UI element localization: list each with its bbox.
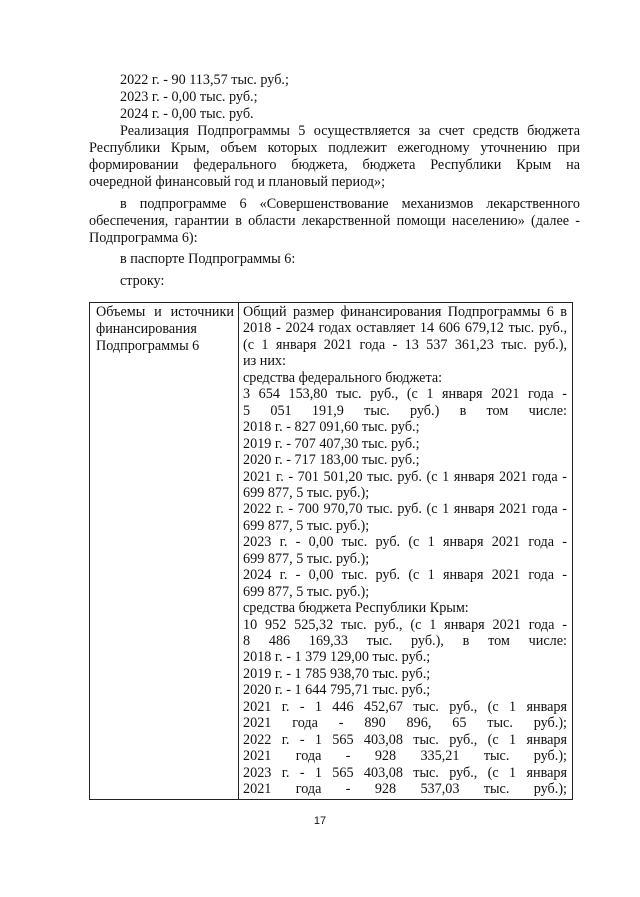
- para2-line-1: в подпрограмме 6 «Совершенствование механизмов лекарственного: [120, 196, 580, 212]
- table-right-line: Общий размер финансирования Подпрограммы 6 в: [243, 304, 567, 320]
- table-right-line: 5 051 191,9 тыс. руб.) в том числе:: [243, 402, 567, 419]
- table-right-line: 699 877, 5 тыс. руб.);: [243, 484, 370, 501]
- para1-line-2: Республики Крым, объем которых подлежит ежегодному уточнению при: [89, 140, 580, 156]
- table-right-line: 2022 г. - 700 970,70 тыс. руб. (с 1 января 2021 года -: [243, 501, 567, 518]
- table-right-line: 8 486 169,33 тыс. руб.), в том числе:: [243, 633, 567, 649]
- table-right-line: 2022 г. - 1 565 403,08 тыс. руб., (с 1 января: [243, 731, 567, 748]
- row-label: строку:: [120, 273, 165, 289]
- passport-heading: в паспорте Подпрограммы 6:: [120, 251, 296, 267]
- table-right-line: 2018 - 2024 годах оставляет 14 606 679,12 тыс. руб.,: [243, 320, 567, 337]
- intro-line-2024: 2024 г. - 0,00 тыс. руб.: [120, 106, 254, 122]
- table-column-divider: [238, 302, 239, 800]
- table-right-line: 2019 г. - 1 785 938,70 тыс. руб.;: [243, 665, 431, 682]
- table-right-line: 2021 года - 890 896, 65 тыс. руб.);: [243, 715, 567, 732]
- page-number: 17: [313, 815, 327, 827]
- table-right-line: 699 877, 5 тыс. руб.);: [243, 550, 370, 567]
- table-left-cell: [96, 304, 234, 355]
- table-right-line: 2020 г. - 717 183,00 тыс. руб.;: [243, 452, 420, 469]
- para1-line-4: очередной финансовый год и плановый период»;: [89, 174, 386, 190]
- table-right-line: 2018 г. - 827 091,60 тыс. руб.;: [243, 419, 420, 436]
- left-cell-line: финансирования: [96, 321, 197, 337]
- para2-line-3: Подпрограмма 6):: [89, 230, 198, 246]
- table-right-line: 2020 г. - 1 644 795,71 тыс. руб.;: [243, 682, 431, 699]
- left-cell-line: Объемы и источники: [96, 304, 234, 320]
- table-right-line: 2021 года - 928 537,03 тыс. руб.);: [243, 781, 567, 798]
- para2-line-2: обеспечения, гарантии в области лекарственной помощи населению» (далее -: [89, 213, 580, 229]
- table-right-line: 699 877, 5 тыс. руб.);: [243, 517, 370, 534]
- table-right-line: средства федерального бюджета:: [243, 369, 443, 386]
- table-right-line: 10 952 525,32 тыс. руб., (с 1 января 2021 года -: [243, 616, 567, 633]
- para1-line-3: формировании федерального бюджета, бюджета Республики Крым на: [89, 157, 580, 173]
- table-right-line: 2024 г. - 0,00 тыс. руб. (с 1 января 2021 года -: [243, 567, 567, 584]
- table-right-line: средства бюджета Республики Крым:: [243, 600, 469, 617]
- table-right-line: из них:: [243, 353, 286, 370]
- table-right-line: 2018 г. - 1 379 129,00 тыс. руб.;: [243, 649, 431, 666]
- para1-line-1: Реализация Подпрограммы 5 осуществляется за счет средств бюджета: [120, 123, 580, 139]
- table-right-line: 2019 г. - 707 407,30 тыс. руб.;: [243, 435, 420, 452]
- table-right-line: 2023 г. - 0,00 тыс. руб. (с 1 января 2021 года -: [243, 534, 567, 551]
- table-right-line: 3 654 153,80 тыс. руб., (с 1 января 2021 года -: [243, 386, 567, 403]
- table-right-line: (с 1 января 2021 года - 13 537 361,23 тыс. руб.),: [243, 336, 567, 353]
- table-right-line: 2021 г. - 701 501,20 тыс. руб. (с 1 января 2021 года -: [243, 468, 567, 485]
- table-right-line: 2023 г. - 1 565 403,08 тыс. руб., (с 1 января: [243, 764, 567, 781]
- table-right-line: 2021 г. - 1 446 452,67 тыс. руб., (с 1 января: [243, 698, 567, 715]
- intro-line-2022: 2022 г. - 90 113,57 тыс. руб.;: [120, 72, 289, 88]
- table-right-line: 699 877, 5 тыс. руб.);: [243, 583, 370, 600]
- left-cell-line: Подпрограммы 6: [96, 338, 200, 354]
- table-right-line: 2021 года - 928 335,21 тыс. руб.);: [243, 748, 567, 765]
- intro-line-2023: 2023 г. - 0,00 тыс. руб.;: [120, 89, 258, 105]
